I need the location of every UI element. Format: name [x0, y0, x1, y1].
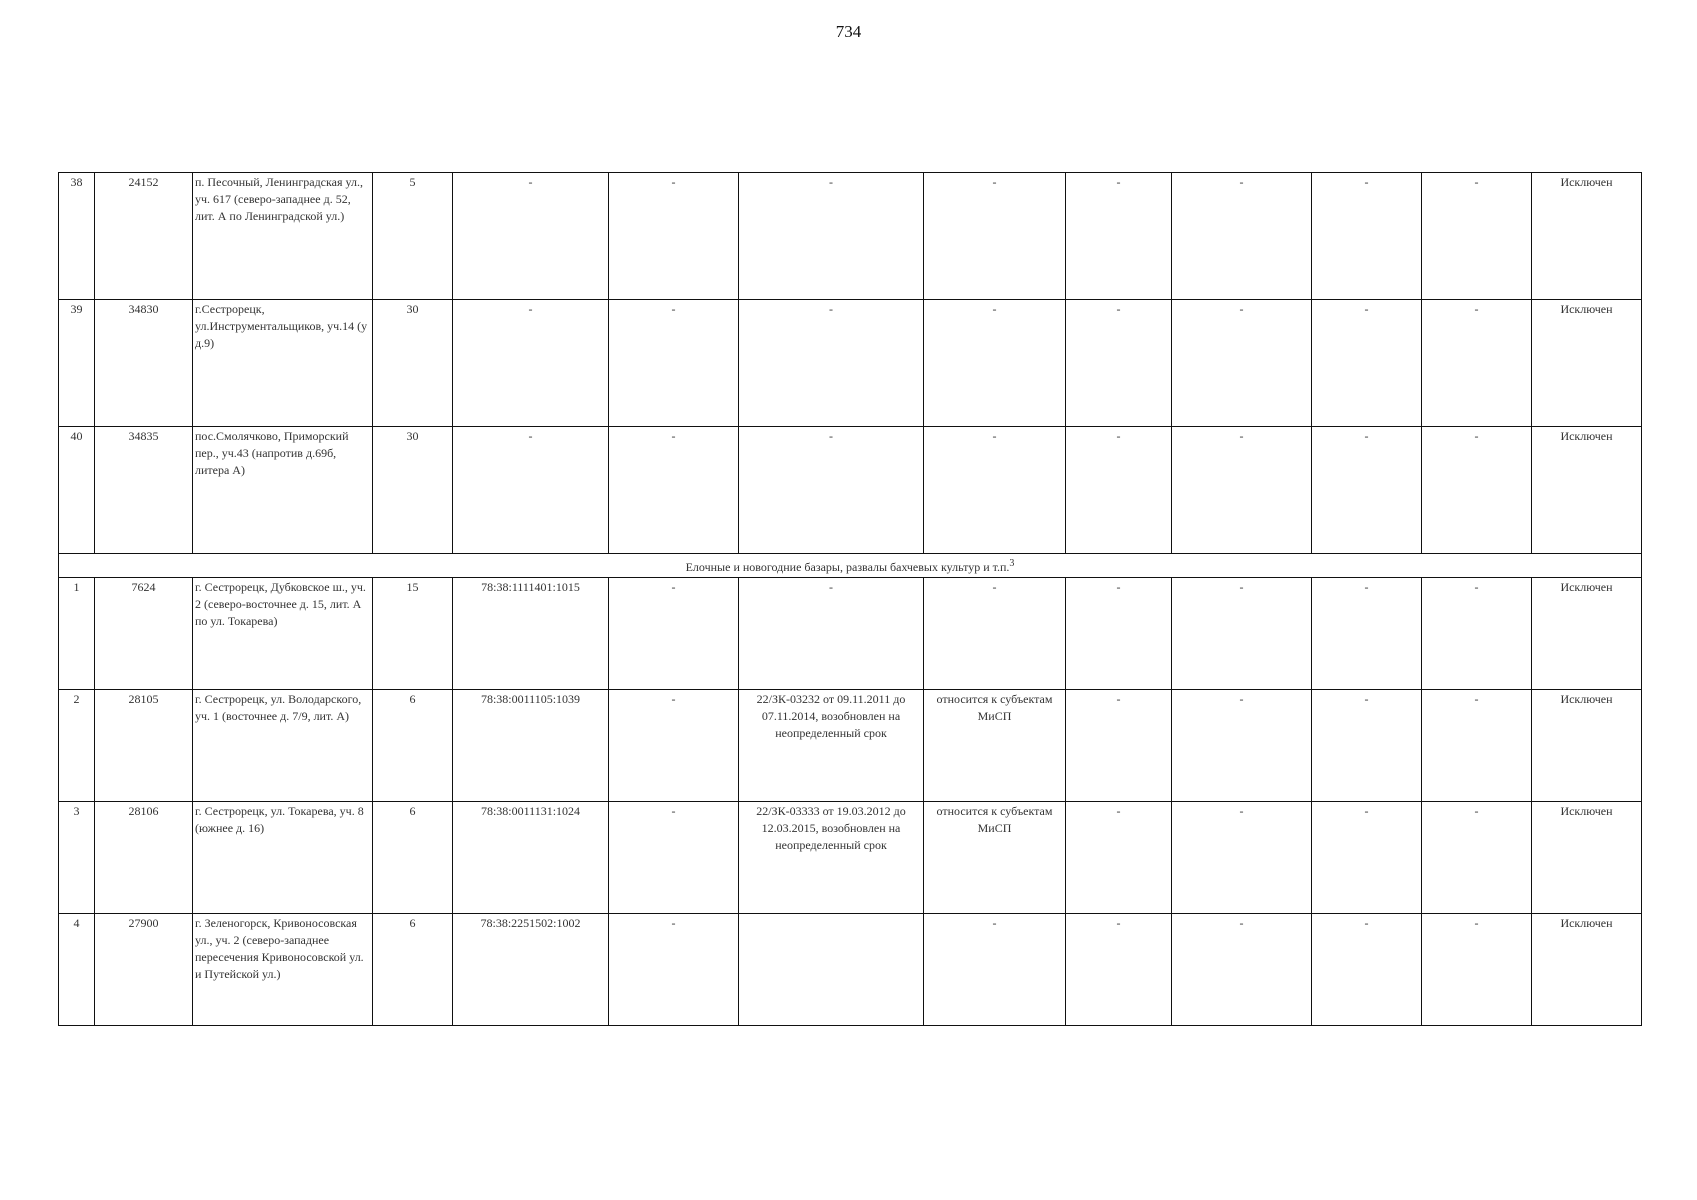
area: 30: [373, 427, 453, 554]
contract: -: [739, 578, 924, 690]
cadastral-number: 78:38:0011131:1024: [453, 802, 609, 914]
cell-12: -: [1422, 300, 1532, 427]
status: Исключен: [1532, 173, 1642, 300]
cell-12: -: [1422, 578, 1532, 690]
cadastral-number: -: [453, 427, 609, 554]
cell-11: -: [1312, 427, 1422, 554]
table-row: [59, 802, 1642, 914]
sme-status: относится к субъектам МиСП: [924, 802, 1066, 914]
cell-6: -: [609, 300, 739, 427]
section-header-row: [59, 554, 1642, 578]
address: г. Сестрорецк, ул. Токарева, уч. 8 (южнее д. 16): [193, 802, 373, 914]
row-number: 39: [59, 300, 95, 427]
cell-11: -: [1312, 802, 1422, 914]
sme-status: -: [924, 914, 1066, 1026]
status: Исключен: [1532, 802, 1642, 914]
table-row: [59, 173, 1642, 300]
row-number: 4: [59, 914, 95, 1026]
cell-10: -: [1172, 914, 1312, 1026]
object-id: 28105: [95, 690, 193, 802]
contract: -: [739, 173, 924, 300]
cell-12: -: [1422, 173, 1532, 300]
row-number: 1: [59, 578, 95, 690]
contract: -: [739, 300, 924, 427]
status: Исключен: [1532, 914, 1642, 1026]
cell-11: -: [1312, 690, 1422, 802]
area: 6: [373, 914, 453, 1026]
cell-12: -: [1422, 802, 1532, 914]
object-id: 34835: [95, 427, 193, 554]
row-number: 40: [59, 427, 95, 554]
contract: -: [739, 427, 924, 554]
cell-10: -: [1172, 300, 1312, 427]
cadastral-number: 78:38:1111401:1015: [453, 578, 609, 690]
row-number: 3: [59, 802, 95, 914]
cell-6: -: [609, 578, 739, 690]
object-id: 7624: [95, 578, 193, 690]
cell-9: -: [1066, 914, 1172, 1026]
address: пос.Смолячково, Приморский пер., уч.43 (напротив д.69б, литера А): [193, 427, 373, 554]
contract: 22/ЗК-03333 от 19.03.2012 до 12.03.2015, возобновлен на неопределенный срок: [739, 802, 924, 914]
sme-status: -: [924, 173, 1066, 300]
sme-status: -: [924, 427, 1066, 554]
cell-10: -: [1172, 802, 1312, 914]
cell-11: -: [1312, 173, 1422, 300]
area: 5: [373, 173, 453, 300]
table-row: [59, 690, 1642, 802]
cadastral-number: 78:38:0011105:1039: [453, 690, 609, 802]
cadastral-number: 78:38:2251502:1002: [453, 914, 609, 1026]
address: г.Сестрорецк, ул.Инструментальщиков, уч.14 (у д.9): [193, 300, 373, 427]
area: 6: [373, 690, 453, 802]
page-number: 734: [835, 22, 862, 41]
cell-9: -: [1066, 802, 1172, 914]
table-row: [59, 578, 1642, 690]
cadastral-number: -: [453, 173, 609, 300]
contract: [739, 914, 924, 1026]
status: Исключен: [1532, 690, 1642, 802]
cell-6: -: [609, 427, 739, 554]
table-row: [59, 427, 1642, 554]
cell-10: -: [1172, 578, 1312, 690]
area: 6: [373, 802, 453, 914]
status: Исключен: [1532, 300, 1642, 427]
cell-10: -: [1172, 173, 1312, 300]
object-id: 27900: [95, 914, 193, 1026]
cell-12: -: [1422, 690, 1532, 802]
cell-6: -: [609, 690, 739, 802]
registry-table: [58, 172, 1642, 1026]
section-title: [59, 554, 1642, 578]
cell-9: -: [1066, 578, 1172, 690]
cell-9: -: [1066, 300, 1172, 427]
object-id: 34830: [95, 300, 193, 427]
cell-9: -: [1066, 690, 1172, 802]
cell-10: -: [1172, 690, 1312, 802]
address: п. Песочный, Ленинградская ул., уч. 617 (северо-западнее д. 52, лит. А по Ленинградской ул.): [193, 173, 373, 300]
address: г. Зеленогорск, Кривоносовская ул., уч. 2 (северо-западнее пересечения Кривоносовской ул. и Путейской ул.): [193, 914, 373, 1026]
row-number: 38: [59, 173, 95, 300]
object-id: 28106: [95, 802, 193, 914]
cell-6: -: [609, 802, 739, 914]
sme-status: -: [924, 578, 1066, 690]
cell-9: -: [1066, 173, 1172, 300]
cell-11: -: [1312, 300, 1422, 427]
cadastral-number: -: [453, 300, 609, 427]
contract: 22/ЗК-03232 от 09.11.2011 до 07.11.2014, возобновлен на неопределенный срок: [739, 690, 924, 802]
sme-status: относится к субъектам МиСП: [924, 690, 1066, 802]
cell-11: -: [1312, 914, 1422, 1026]
object-id: 24152: [95, 173, 193, 300]
cell-9: -: [1066, 427, 1172, 554]
table-row: [59, 914, 1642, 1026]
sme-status: -: [924, 300, 1066, 427]
table-row: [59, 300, 1642, 427]
address: г. Сестрорецк, ул. Володарского, уч. 1 (восточнее д. 7/9, лит. А): [193, 690, 373, 802]
cell-6: -: [609, 173, 739, 300]
section-title-text: Елочные и новогодние базары, развалы бахчевых культур и т.п.: [685, 560, 1010, 574]
area: 15: [373, 578, 453, 690]
area: 30: [373, 300, 453, 427]
cell-11: -: [1312, 578, 1422, 690]
section-footnote-mark: 3: [1009, 558, 1015, 569]
status: Исключен: [1532, 427, 1642, 554]
cell-12: -: [1422, 914, 1532, 1026]
row-number: 2: [59, 690, 95, 802]
address: г. Сестрорецк, Дубковское ш., уч. 2 (северо-восточнее д. 15, лит. А по ул. Токарева): [193, 578, 373, 690]
cell-6: -: [609, 914, 739, 1026]
cell-10: -: [1172, 427, 1312, 554]
status: Исключен: [1532, 578, 1642, 690]
cell-12: -: [1422, 427, 1532, 554]
